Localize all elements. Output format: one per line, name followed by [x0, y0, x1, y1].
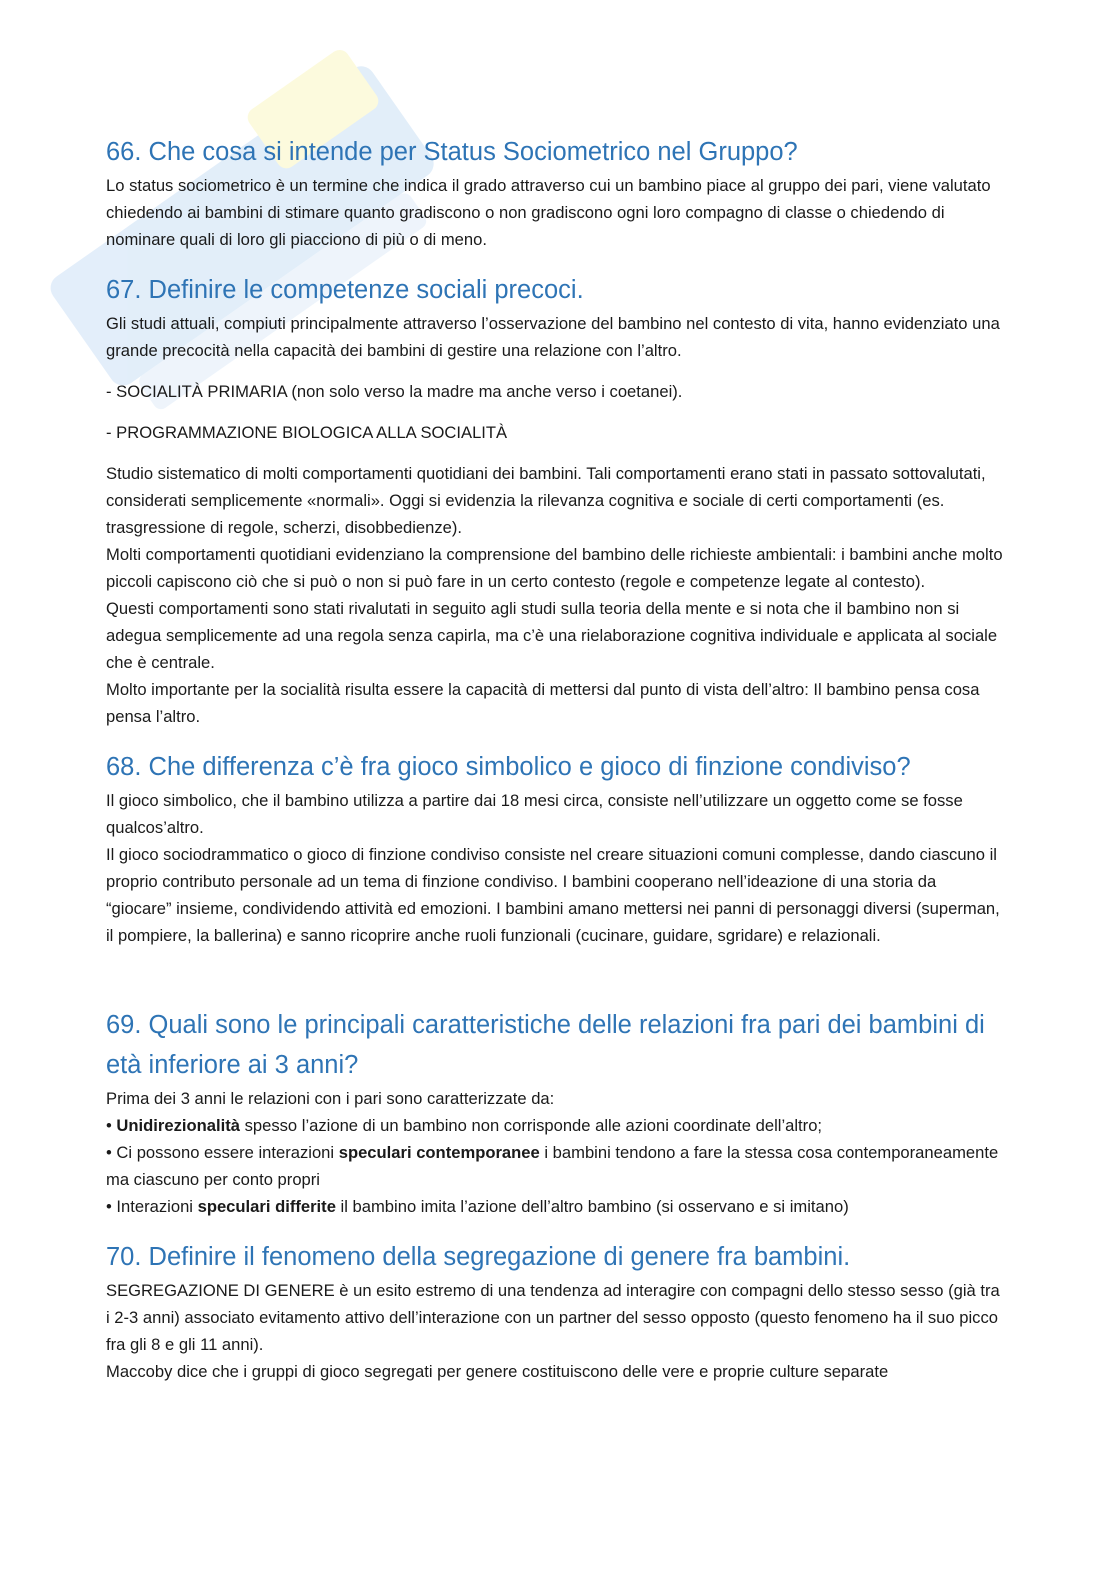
section-68 [106, 747, 1006, 949]
section-70-paragraph-2: Maccoby dice che i gruppi di gioco segregati per genere costituiscono delle vere e proprie culture separate [106, 1362, 889, 1381]
section-70 [106, 1237, 1006, 1385]
bullet-3-term: speculari differite [197, 1197, 336, 1216]
section-67-item-programmazione-biologica: - PROGRAMMAZIONE BIOLOGICA ALLA SOCIALITÀ [106, 423, 508, 442]
bullet-3-prefix: • Interazioni [106, 1197, 198, 1216]
bullet-2-prefix: • Ci possono essere interazioni [106, 1143, 339, 1162]
bullet-2-term: speculari contemporanee [338, 1143, 540, 1162]
bullet-3-text: il bambino imita l’azione dell’altro bambino (si osservano e si imitano) [335, 1197, 849, 1216]
section-66-heading: 66. Che cosa si intende per Status Sociometrico nel Gruppo? [106, 138, 798, 166]
section-69-bullet-1 [106, 1112, 1006, 1139]
section-68-paragraph-2: Il gioco sociodrammatico o gioco di finzione condiviso consiste nel creare situazioni comuni complesse, dando ciascuno il proprio contributo personale ad un tema di finzione condiviso. I bambini cooperano nell’ideazione di una storia da “giocare” insieme, condividendo attività ed emozioni. I bambini amano mettersi nei panni di personaggi diversi (superman, il pompiere, la ballerina) e sanno ricoprire anche ruoli funzionali (cucinare, guidare, sgridare) e relazionali. [106, 845, 1000, 945]
section-67-paragraph-1: Gli studi attuali, compiuti principalmente attraverso l’osservazione del bambino nel contesto di vita, hanno evidenziato una grande precocità nella capacità dei bambini di gestire una relazione con l’altro. [106, 314, 1000, 360]
bullet-1-prefix: • [106, 1116, 117, 1135]
bullet-1-text: spesso l’azione di un bambino non corrisponde alle azioni coordinate dell’altro; [239, 1116, 823, 1135]
section-67-paragraph-4: Questi comportamenti sono stati rivalutati in seguito agli studi sulla teoria della mente e si nota che il bambino non si adegua semplicemente ad una regola senza capirla, ma c’è una rielaborazione cognitiva individuale e applicata al sociale che è centrale. [106, 599, 998, 672]
section-69-intro: Prima dei 3 anni le relazioni con i pari sono caratterizzate da: [106, 1089, 555, 1108]
section-67 [106, 270, 1006, 730]
section-70-paragraph-1: SEGREGAZIONE DI GENERE è un esito estremo di una tendenza ad interagire con compagni dello stesso sesso (già tra i 2-3 anni) associato evitamento attivo dell’interazione con un partner del sesso opposto (questo fenomeno ha il suo picco fra gli 8 e gli 11 anni). [106, 1281, 1000, 1354]
section-68-paragraph-1: Il gioco simbolico, che il bambino utilizza a partire dai 18 mesi circa, consiste nell’utilizzare un oggetto come se fosse qualcos’altro. [106, 791, 963, 837]
section-67-heading: 67. Definire le competenze sociali precoci. [106, 276, 584, 304]
section-67-item-socialita-primaria: - SOCIALITÀ PRIMARIA (non solo verso la madre ma anche verso i coetanei). [106, 382, 683, 401]
section-67-paragraph-5: Molto importante per la socialità risulta essere la capacità di mettersi dal punto di vista dell’altro: Il bambino pensa cosa pensa l’altro. [106, 680, 980, 726]
bullet-2-text: i bambini tendono a fare la stessa cosa contemporaneamente ma ciascuno per conto propri [106, 1143, 999, 1189]
section-69 [106, 1005, 1006, 1220]
section-67-paragraph-2: Studio sistematico di molti comportamenti quotidiani dei bambini. Tali comportamenti erano stati in passato sottovalutati, considerati semplicemente «normali». Oggi si evidenzia la rilevanza cognitiva e sociale di certi comportamenti (es. trasgressione di regole, scherzi, disobbedienze). [106, 464, 986, 537]
bullet-1-term: Unidirezionalità [116, 1116, 240, 1135]
section-69-bullet-2 [106, 1139, 1006, 1193]
section-66 [106, 132, 1006, 253]
section-69-bullet-3 [106, 1193, 1006, 1220]
section-66-paragraph: Lo status sociometrico è un termine che indica il grado attraverso cui un bambino piace al gruppo dei pari, viene valutato chiedendo ai bambini di stimare quanto gradiscono o non gradiscono ogni loro compagno di classe o chiedendo di nominare quali di loro gli piacciono di più o di meno. [106, 176, 991, 249]
section-70-heading: 70. Definire il fenomeno della segregazione di genere fra bambini. [106, 1243, 851, 1271]
section-69-heading: 69. Quali sono le principali caratteristiche delle relazioni fra pari dei bambini di età inferiore ai 3 anni? [106, 1011, 985, 1079]
section-67-paragraph-3: Molti comportamenti quotidiani evidenziano la comprensione del bambino delle richieste ambientali: i bambini anche molto piccoli capiscono ciò che si può o non si può fare in un certo contesto (regole e competenze legate al contesto). [106, 545, 1003, 591]
section-68-heading: 68. Che differenza c’è fra gioco simbolico e gioco di finzione condiviso? [106, 753, 911, 781]
document-page [106, 132, 1006, 1385]
